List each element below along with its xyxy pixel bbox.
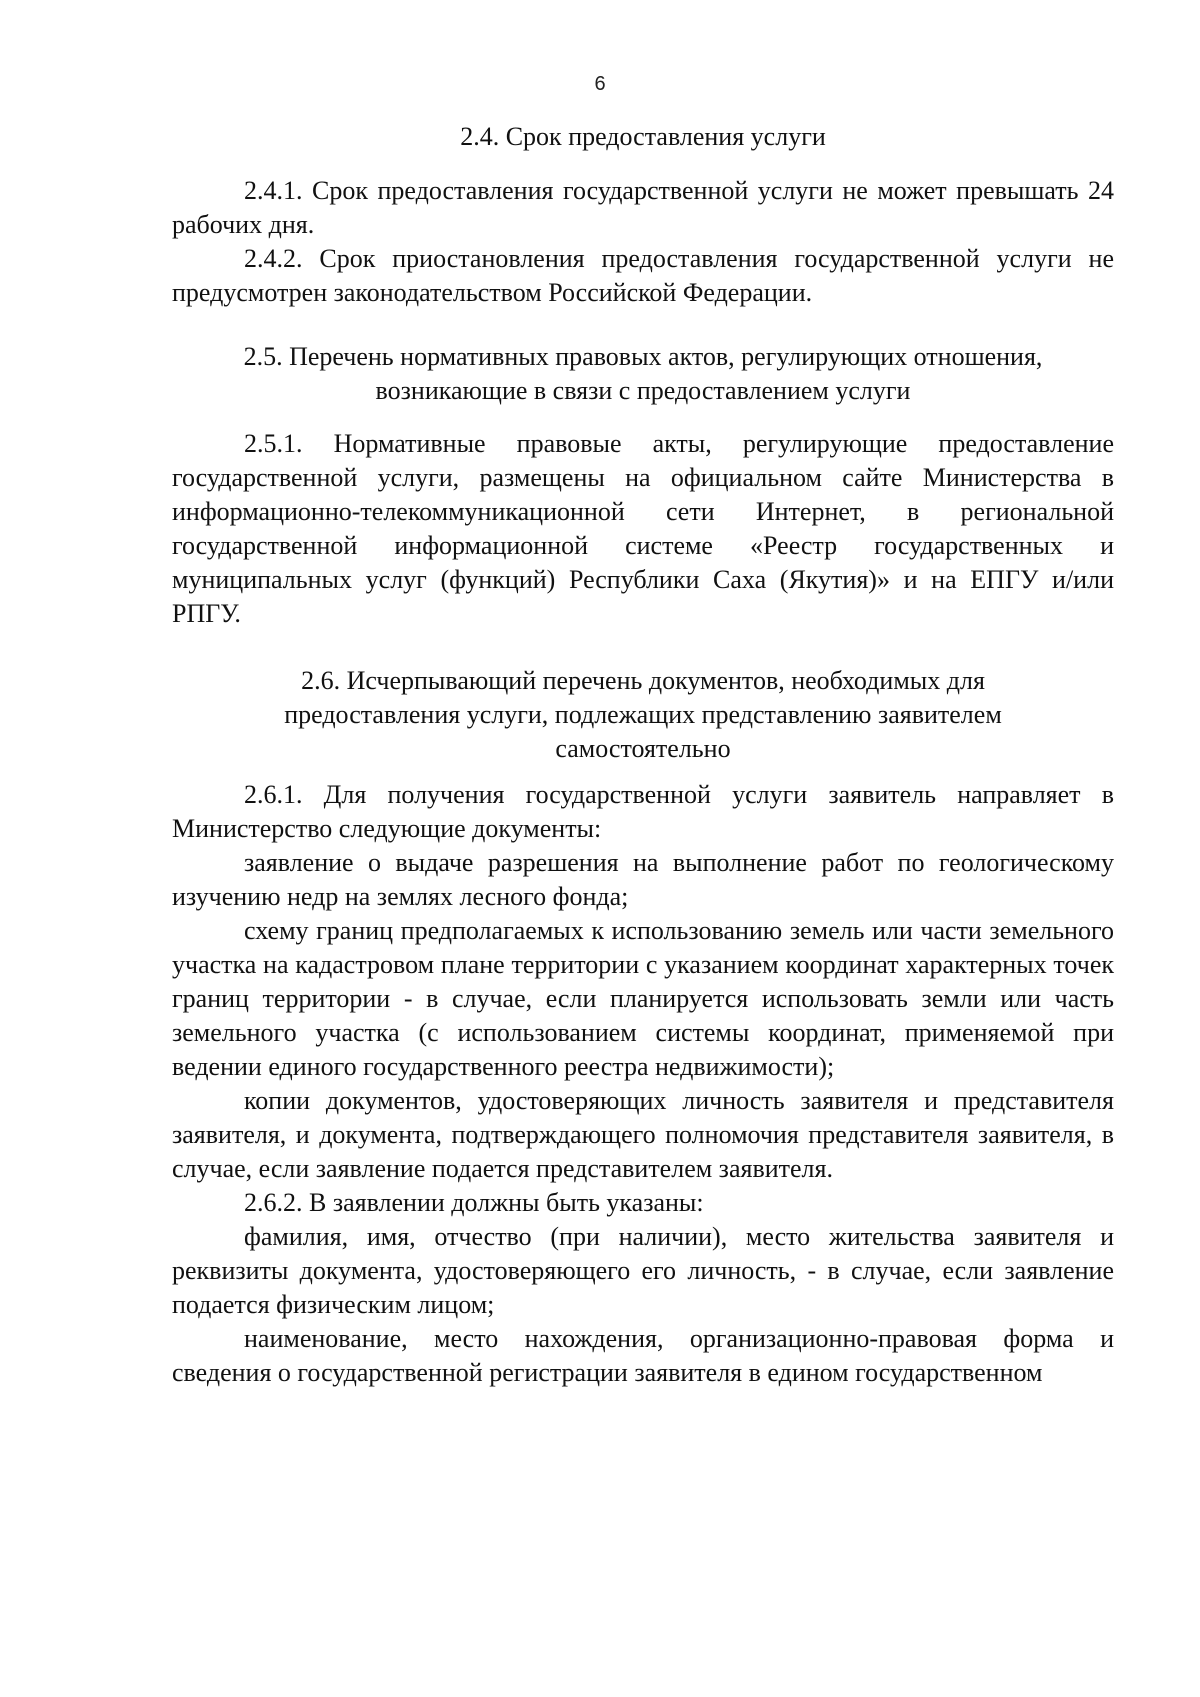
section-2-4-body [172,174,1114,310]
list-item-boundary-scheme: схему границ предполагаемых к использованию земель или части земельного участка на кадастровом плане территории с указанием координат характерных точек границ территории - в случае, если планируется использовать земли или часть земельного участка (с использованием системы координат, применяемой при ведении единого государственного реестра недвижимости); [172,916,1114,1081]
list-item-identity-copies: копии документов, удостоверяющих личность заявителя и представителя заявителя, и документа, подтверждающего полномочия представителя заявителя, в случае, если заявление подается представителем заявителя. [172,1086,1114,1183]
paragraph-2-6-1: 2.6.1. Для получения государственной услуги заявитель направляет в Министерство следующие документы: [172,780,1114,843]
section-2-5 [172,340,1114,408]
paragraph-2-6-2: 2.6.2. В заявлении должны быть указаны: [244,1188,704,1217]
list-item-application: заявление о выдаче разрешения на выполнение работ по геологическому изучению недр на землях лесного фонда; [172,848,1114,911]
section-2-6 [172,664,1114,766]
section-2-6-heading-line-3: самостоятельно [555,734,731,763]
section-2-4 [172,120,1114,154]
section-2-6-body [172,778,1114,1390]
paragraph-2-4-1: 2.4.1. Срок предоставления государственной услуги не может превышать 24 рабочих дня. [172,176,1114,239]
paragraph-2-5-1: 2.5.1. Нормативные правовые акты, регулирующие предоставление государственной услуги, размещены на официальном сайте Министерства в информационно-телекоммуникационной сети Интернет, в региональной государственной информационной системе «Реестр государственных и муниципальных услуг (функций) Республики Саха (Якутия)» и на ЕПГУ и/или РПГУ. [172,429,1114,628]
section-2-6-heading-line-2: предоставления услуги, подлежащих представлению заявителем [284,700,1002,729]
list-item-organization-details: наименование, место нахождения, организационно-правовая форма и сведения о государственной регистрации заявителя в едином государственном [172,1324,1114,1387]
list-item-individual-details: фамилия, имя, отчество (при наличии), место жительства заявителя и реквизиты документа, удостоверяющего его личность, - в случае, если заявление подается физическим лицом; [172,1222,1114,1319]
paragraph-2-4-2: 2.4.2. Срок приостановления предоставления государственной услуги не предусмотрен законодательством Российской Федерации. [172,244,1114,307]
section-2-6-heading-line-1: 2.6. Исчерпывающий перечень документов, необходимых для [301,666,985,695]
section-2-5-body [172,427,1114,631]
section-2-4-heading: 2.4. Срок предоставления услуги [460,122,826,151]
section-2-5-heading-line-1: 2.5. Перечень нормативных правовых актов, регулирующих отношения, [243,342,1043,371]
section-2-5-heading-line-2: возникающие в связи с предоставлением услуги [375,376,911,405]
page-number: 6 [594,73,606,95]
